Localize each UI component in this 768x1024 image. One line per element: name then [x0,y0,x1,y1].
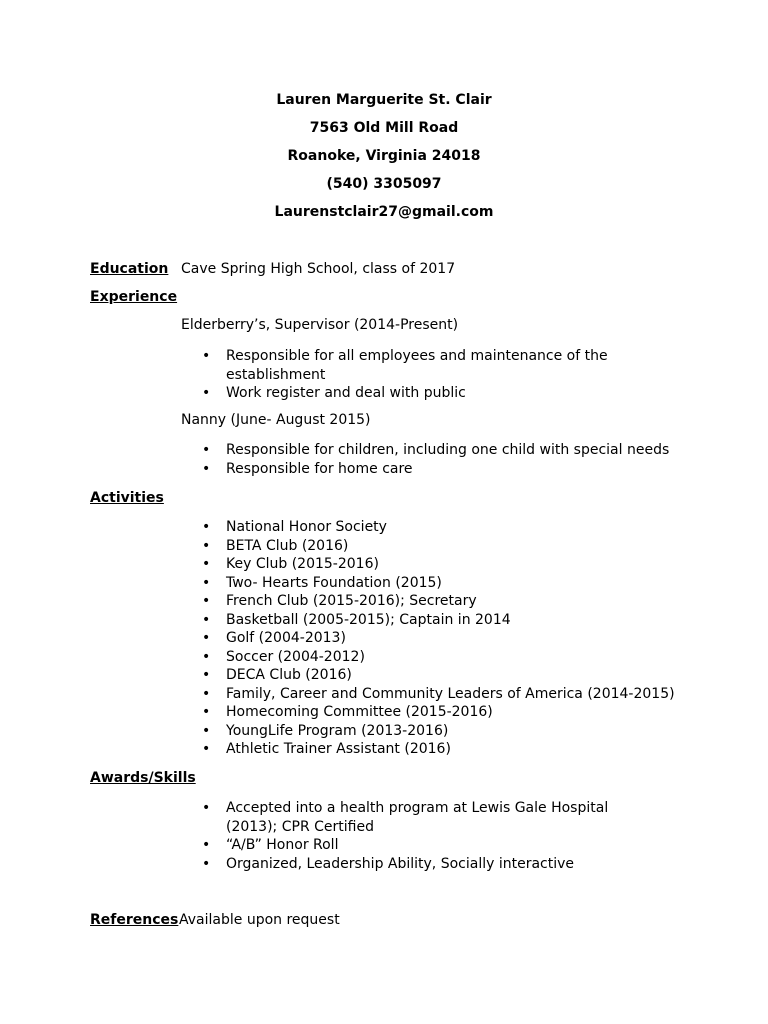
list-item [181,685,721,704]
bullet-icon: • [202,348,211,364]
list-item [181,611,721,630]
list-item-text: Responsible for all employees and maintenance of the establishment [226,348,608,383]
list-item-text: DECA Club (2016) [226,667,352,683]
list-item [181,555,721,574]
bullet-icon: • [202,855,211,872]
list-item [181,347,621,384]
list-item-text: Responsible for home care [226,460,413,477]
awards-heading: Awards/Skills [90,770,196,786]
list-item-text: Work register and deal with public [226,385,466,401]
list-item [181,666,721,685]
bullet-icon: • [202,685,211,702]
list-item [181,592,721,611]
list-item-text: Family, Career and Community Leaders of America (2014-2015) [226,685,675,702]
list-item-text: Athletic Trainer Assistant (2016) [226,741,451,757]
list-item-text: Golf (2004-2013) [226,630,346,646]
list-item-text: Key Club (2015-2016) [226,556,379,572]
job-duties-list [181,441,701,478]
list-item-text: BETA Club (2016) [226,537,349,554]
bullet-icon: • [202,593,211,609]
list-item [181,441,701,460]
bullet-icon: • [202,648,211,665]
bullet-icon: • [202,722,211,739]
list-item [181,799,661,836]
bullet-icon: • [202,800,211,816]
list-item-text: “A/B” Honor Roll [226,837,339,853]
list-item [181,703,721,722]
list-item [181,648,721,667]
bullet-icon: • [202,630,211,646]
list-item-text: Basketball (2005-2015); Captain in 2014 [226,611,511,628]
education-text: Cave Spring High School, class of 2017 [181,261,456,277]
list-item-text: YoungLife Program (2013-2016) [226,722,449,739]
bullet-icon: • [202,704,211,720]
city-state-zip: Roanoke, Virginia 24018 [287,148,481,164]
bullet-icon: • [202,611,211,628]
experience-heading: Experience [90,289,178,305]
activities-heading: Activities [90,490,164,506]
list-item [181,460,701,479]
list-item-text: Organized, Leadership Ability, Socially interactive [226,855,575,872]
awards-list [181,799,661,873]
list-item [181,836,661,855]
bullet-icon: • [202,460,211,477]
job-duties-list [181,347,621,403]
activities-list [181,518,721,759]
bullet-icon: • [202,837,211,853]
bullet-icon: • [202,574,211,591]
street-address: 7563 Old Mill Road [309,120,459,136]
phone-number: (540) 3305097 [326,176,442,192]
list-item [181,518,721,537]
references-text: Available upon request [179,912,340,928]
list-item-text: Accepted into a health program at Lewis Gale Hospital (2013); CPR Certified [226,800,609,835]
bullet-icon: • [202,667,211,683]
list-item [181,722,721,741]
list-item-text: Two- Hearts Foundation (2015) [226,574,442,591]
job-title: Nanny (June- August 2015) [181,412,371,428]
bullet-icon: • [202,385,211,401]
bullet-icon: • [202,741,211,757]
list-item-text: Responsible for children, including one child with special needs [226,442,670,458]
bullet-icon: • [202,537,211,554]
job-title: Elderberry’s, Supervisor (2014-Present) [181,317,459,333]
contact-header [0,90,768,230]
list-item-text: Soccer (2004-2012) [226,648,365,665]
bullet-icon: • [202,556,211,572]
list-item [181,537,721,556]
list-item-text: National Honor Society [226,519,387,535]
list-item [181,574,721,593]
list-item-text: French Club (2015-2016); Secretary [226,593,477,609]
list-item [181,855,661,874]
list-item [181,629,721,648]
list-item-text: Homecoming Committee (2015-2016) [226,704,493,720]
applicant-name: Lauren Marguerite St. Clair [276,92,492,108]
bullet-icon: • [202,519,211,535]
references-heading: References [90,912,179,928]
email-address: Laurenstclair27@gmail.com [274,204,494,220]
list-item [181,384,621,403]
bullet-icon: • [202,442,211,458]
list-item [181,740,721,759]
education-heading: Education [90,261,169,277]
